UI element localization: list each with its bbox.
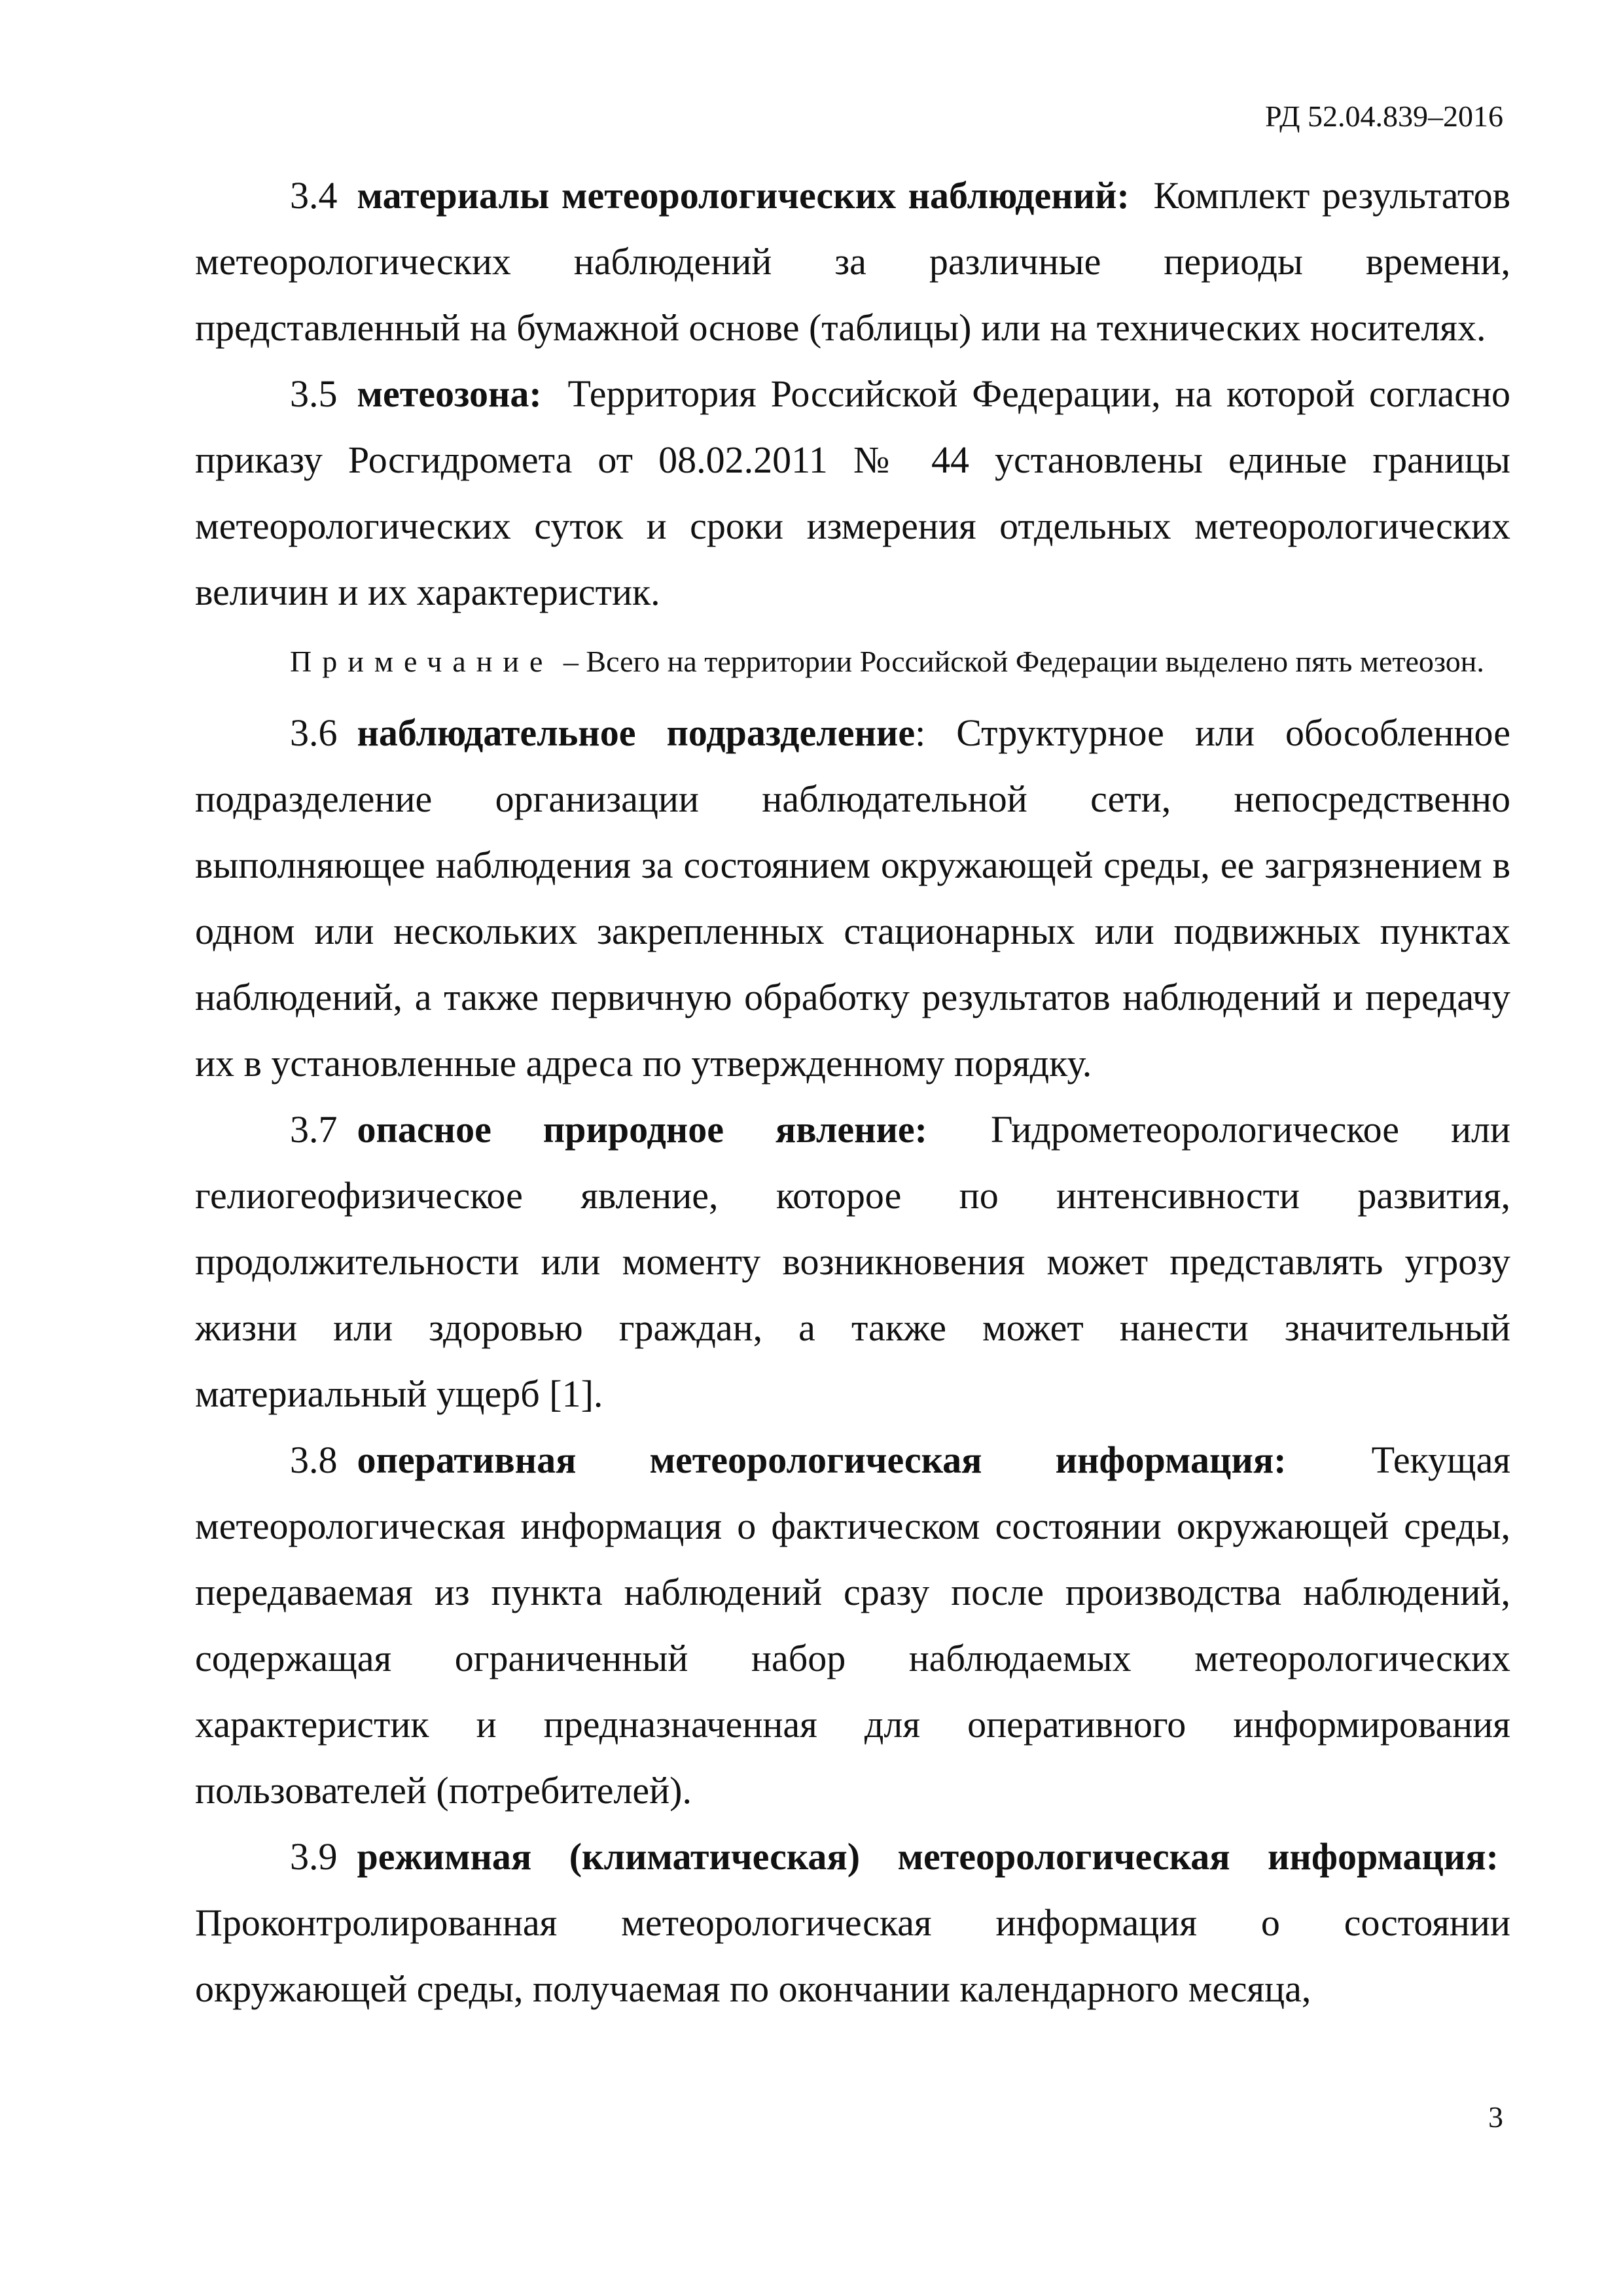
clause-number: 3.5 xyxy=(290,372,338,415)
clause-number: 3.9 xyxy=(290,1835,338,1878)
clause-definition: : Структурное или обособленное подразделение организации наблюдательной сети, непосредственно выполняющее наблюдения за состоянием окружающей среды, ее загрязнением в одном или нескольких закрепленных стационарных или подвижных пунктах наблюдений, а также первичную обработку результатов наблюдений и передачу их в установленные адреса по утвержденному порядку. xyxy=(195,711,1511,1085)
clause-term: метеозона: xyxy=(357,372,542,415)
clause-term: оперативная метеорологическая информация: xyxy=(357,1439,1287,1481)
clause-number: 3.8 xyxy=(290,1439,338,1481)
clause-term: режимная (климатическая) метеорологическая информация: xyxy=(357,1835,1499,1878)
clause-definition: Проконтролированная метеорологическая информация о состоянии окружающей среды, получаемая по окончании календарного месяца, xyxy=(195,1901,1510,2010)
clause-term: наблюдательное подразделение xyxy=(357,711,916,754)
clause-3-8 xyxy=(195,1427,1510,1823)
note-label: Примечание xyxy=(290,645,554,678)
clause-term: материалы метеорологических наблюдений: xyxy=(357,174,1130,217)
document-code: РД 52.04.839–2016 xyxy=(1264,99,1503,133)
note-separator: – xyxy=(563,645,579,678)
clause-3-7 xyxy=(195,1096,1510,1427)
clause-number: 3.6 xyxy=(290,711,338,754)
clause-definition: Территория Российской Федерации, на которой согласно приказу Росгидромета от 08.02.2011 № 44 установлены единые границы метеорологических суток и сроки измерения отдельных метеорологических величин и их характеристик. xyxy=(195,372,1511,613)
page-number: 3 xyxy=(1488,2100,1503,2134)
document-body xyxy=(195,162,1510,2022)
clause-definition: Текущая метеорологическая информация о фактическом состоянии окружающей среды, передаваемая из пункта наблюдений сразу после производства наблюдений, содержащая ограниченный набор наблюдаемых метеорологических характеристик и предназначенная для оперативного информирования пользователей (потребителей). xyxy=(195,1439,1511,1812)
clause-3-6 xyxy=(195,700,1510,1096)
clause-3-4 xyxy=(195,162,1510,361)
note xyxy=(195,633,1510,691)
clause-number: 3.4 xyxy=(290,174,338,217)
clause-3-9 xyxy=(195,1823,1510,2022)
clause-definition: Гидрометеорологическое или гелиогеофизическое явление, которое по интенсивности развития, продолжительности или моменту возникновения может представлять угрозу жизни или здоровью граждан, а также может нанести значительный материальный ущерб [1]. xyxy=(195,1108,1510,1415)
note-text: Всего на территории Российской Федерации выделено пять метеозон. xyxy=(586,645,1484,678)
clause-term: опасное природное явление: xyxy=(357,1108,927,1151)
clause-3-5 xyxy=(195,361,1510,625)
clause-definition: Комплект результатов метеорологических наблюдений за различные периоды времени, представленный на бумажной основе (таблицы) или на технических носителях. xyxy=(195,174,1510,349)
clause-number: 3.7 xyxy=(290,1108,338,1151)
